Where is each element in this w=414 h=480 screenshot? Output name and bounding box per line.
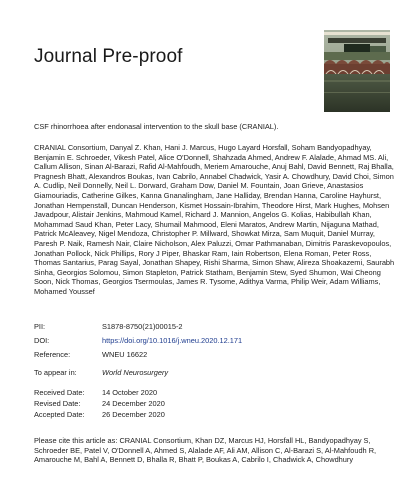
accepted-date: 26 December 2020 <box>102 410 165 419</box>
author-list: CRANIAL Consortium, Danyal Z. Khan, Hani J. Marcus, Hugo Layard Horsfall, Soham Bandyopadhyay, Benjamin E. Schroeder, Vikesh Patel, Alice O'Donnell, Shahzada Ahmed, Andrew F. Alalade, Ahmad MS. Ali, Callum Allison, Sinan Al-Barazi, Rafid Al-Mahfoudh, Meriem Amarouche, Anuj Bahl, David Bennett, Raj Bhalla, Pragnesh Bhatt, Alexandros Boukas, Ivan Cabrilo, Annabel Chadwick, Yasir A. Chowdhury, David Choi, Simon A. Cudlip, Neil Donnelly, Neil L. Dorward, Graham Dow, Daniel M. Fountain, Joan Grieve, Anastasios Giamouriadis, Catherine Gilkes, Kanna Gnanalingham, Jane Halliday, Brendan Hanna, Caroline Hayhurst, Jonathan Hempenstall, Duncan Henderson, Kismet Hossain-Ibrahim, Theodore Hirst, Mark Hughes, Mohsen Javadpour, Alistair Jenkins, Mahmoud Kamel, Richard J. Mannion, Angelos G. Kolias, Habibullah Khan, Mohammad Saud Khan, Peter Lacy, Shumail Mahmood, Eleni Maratos, Andrew Martin, Nijaguna Mathad, Patrick McAleavey, Nigel Mendoza, Christopher P. Millward, Showkat Mirza, Sam Muquit, Daniel Murray, Paresh P. Naik, Ramesh Nair, Claire Nicholson, Alex Paluzzi, Omar Pathmanaban, Dimitris Paraskevopoulos, Jonathan Pollock, Nick Phillips, Rory J Piper, Bhaskar Ram, Iain Robertson, Elena Roman, Peter Ross, Thomas Santarius, Parag Sayal, Jonathan Shapey, Rishi Sharma, Simon Shaw, Alireza Shoakazemi, Saurabh Sinha, Georgios Solomou, Simon Stapleton, Patrick Statham, Benjamin Stew, Syed Shumon, Wai Cheong Soon, Nick Thomas, Georgios Tsermoulas, James R. Tysome, Adithya Varma, Philip Weir, Adam Williams, Mohamed Youssef <box>34 143 395 296</box>
journal-heading: Journal Pre-proof <box>34 46 183 67</box>
revised-label: Revised Date: <box>34 399 81 408</box>
citation-text: Please cite this article as: CRANIAL Consortium, Khan DZ, Marcus HJ, Horsfall HL, Bandyopadhyay S, Schroeder BE, Patel V, O'Donnell A, Ahmed S, Alalade AF, Ali AM, Allison C, Al-Barazi S, Al-Mahfoudh R, Amarouche M, Bahl A, Bennett D, Bhalla R, Bhatt P, Boukas A, Cabrilo I, Chadwick A, Chowdhury <box>34 436 377 465</box>
reference-label: Reference: <box>34 350 71 359</box>
pii-label: PII: <box>34 322 46 331</box>
doi-link[interactable]: https://doi.org/10.1016/j.wneu.2020.12.171 <box>102 336 243 345</box>
pii-value: S1878-8750(21)00015-2 <box>102 322 183 331</box>
revised-date: 24 December 2020 <box>102 399 165 408</box>
accepted-label: Accepted Date: <box>34 410 85 419</box>
journal-cover-bridge-icon <box>324 30 390 112</box>
received-date: 14 October 2020 <box>102 388 158 397</box>
appear-label: To appear in: <box>34 368 77 377</box>
article-title: CSF rhinorrhoea after endonasal intervention to the skull base (CRANIAL). <box>34 122 279 131</box>
journal-name: World Neurosurgery <box>102 368 169 377</box>
journal-cover-image <box>324 30 390 112</box>
received-label: Received Date: <box>34 388 85 397</box>
doi-label: DOI: <box>34 336 50 345</box>
reference-value: WNEU 16622 <box>102 350 148 359</box>
